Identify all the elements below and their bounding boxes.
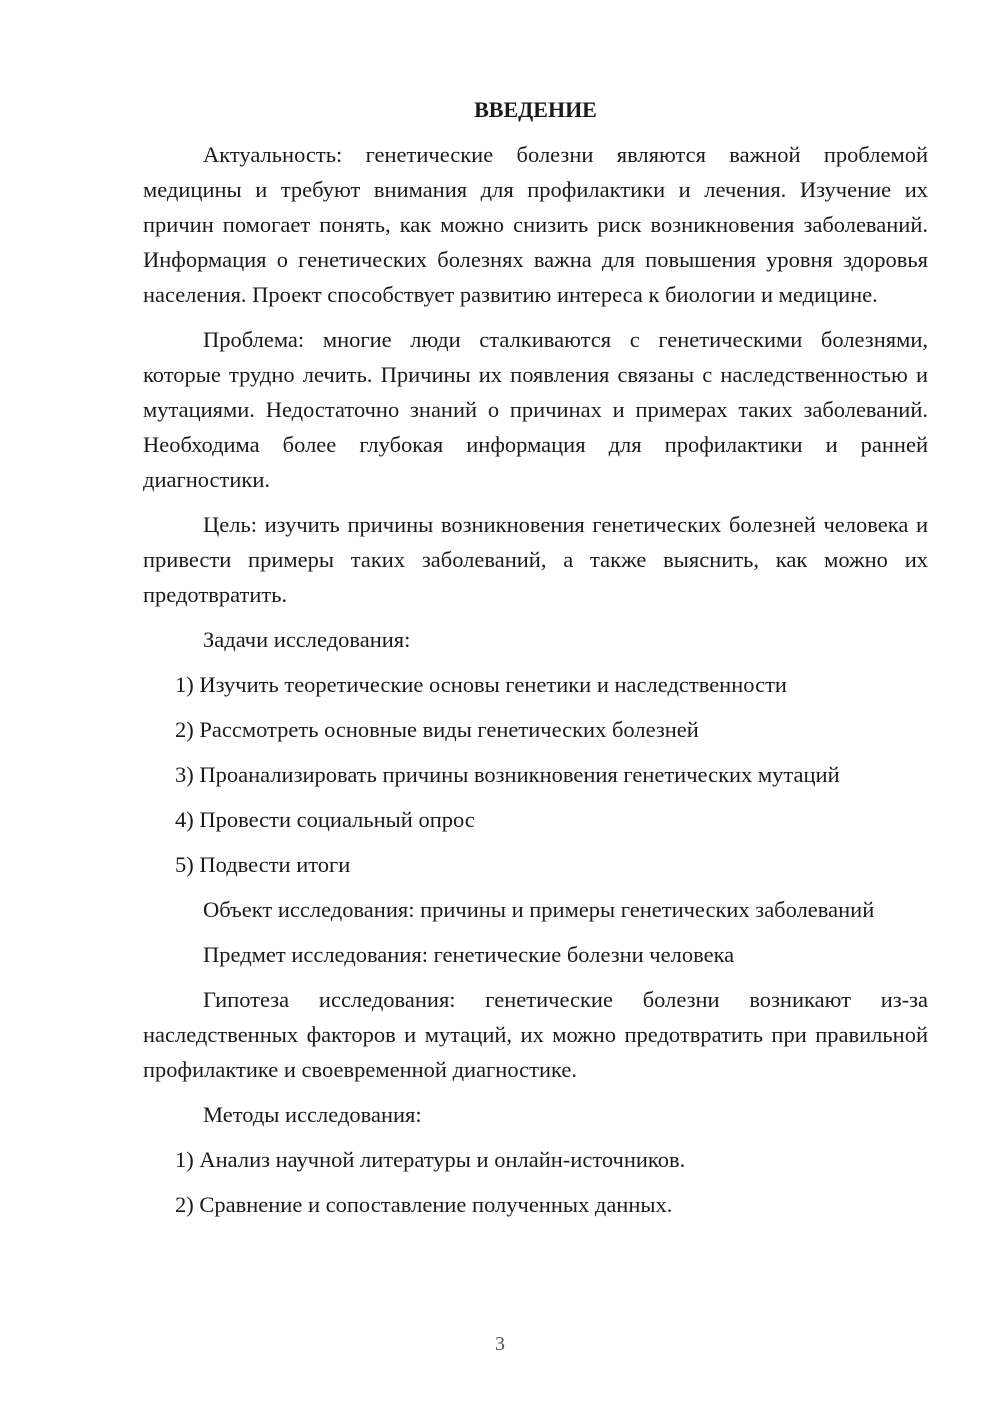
task-item: 4) Провести социальный опрос	[175, 807, 475, 832]
page-number: 3	[495, 1333, 505, 1355]
tasks-heading: Задачи исследования:	[203, 627, 411, 652]
task-item: 2) Рассмотреть основные виды генетических болезней	[175, 717, 699, 742]
goal-paragraph: Цель: изучить причины возникновения генетических болезней человека и привести примеры таких заболеваний, а также выяснить, как можно их предотвратить.	[143, 512, 928, 607]
task-item: 3) Проанализировать причины возникновения генетических мутаций	[175, 762, 840, 787]
task-item: 5) Подвести итоги	[175, 852, 351, 877]
task-item: 1) Изучить теоретические основы генетики и наследственности	[175, 672, 787, 697]
page-content	[143, 95, 928, 1232]
problem-paragraph: Проблема: многие люди сталкиваются с генетическими болезнями, которые трудно лечить. Причины их появления связаны с наследственностью и мутациями. Недостаточно знаний о причинах и примерах таких заболеваний. Необходима более глубокая информация для профилактики и ранней диагностики.	[143, 327, 928, 492]
section-title: ВВЕДЕНИЕ	[474, 97, 597, 122]
hypothesis-paragraph: Гипотеза исследования: генетические болезни возникают из-за наследственных факторов и мутаций, их можно предотвратить при правильной профилактике и своевременной диагностике.	[143, 987, 928, 1082]
methods-heading: Методы исследования:	[203, 1102, 422, 1127]
object-paragraph: Объект исследования: причины и примеры генетических заболеваний	[203, 897, 875, 922]
method-item: 1) Анализ научной литературы и онлайн-источников.	[175, 1147, 686, 1172]
method-item: 2) Сравнение и сопоставление полученных данных.	[175, 1192, 673, 1217]
subject-paragraph: Предмет исследования: генетические болезни человека	[203, 942, 735, 967]
relevance-paragraph: Актуальность: генетические болезни являются важной проблемой медицины и требуют внимания для профилактики и лечения. Изучение их причин помогает понять, как можно снизить риск возникновения заболеваний. Информация о генетических болезнях важна для повышения уровня здоровья населения. Проект способствует развитию интереса к биологии и медицине.	[143, 142, 928, 307]
